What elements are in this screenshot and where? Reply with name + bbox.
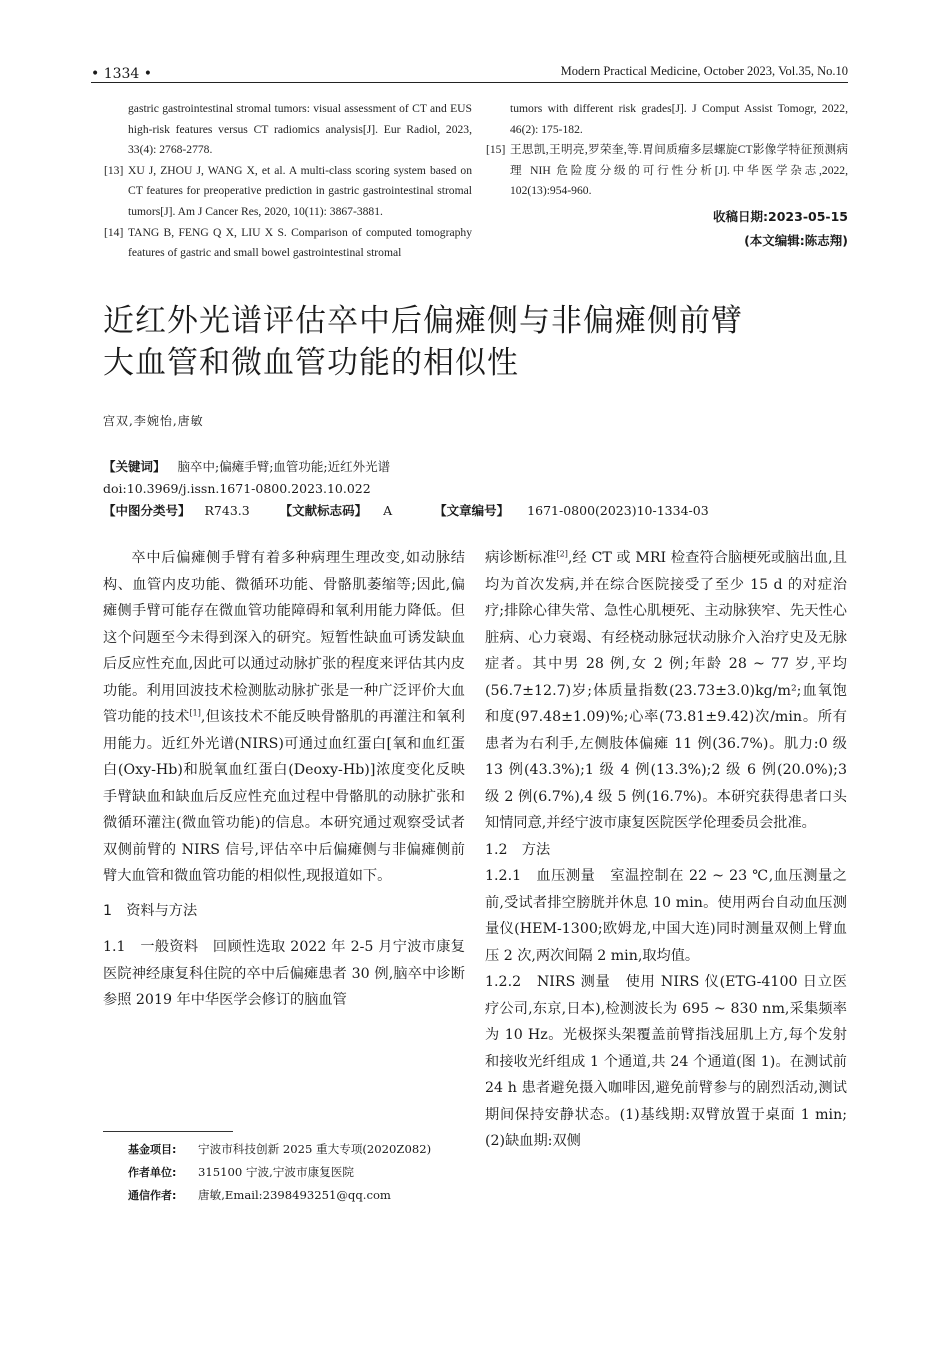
section-heading: 1 资料与方法 — [103, 902, 198, 919]
received-date: 收稿日期:2023-05-15 — [713, 209, 848, 224]
article-no-label: 【文章编号】 — [434, 503, 510, 518]
header-divider — [91, 82, 848, 83]
editor-note: (本文编辑:陈志翔) — [744, 233, 848, 248]
article-meta — [103, 456, 863, 522]
reference-item: gastric gastrointestinal stromal tumors: visual assessment of CT and EUS high-risk features versus CT radiomics analysis[J]. Eur Radiol, 2023, 33(4): 2768-2778. — [128, 102, 472, 157]
body-column-right — [485, 545, 847, 1155]
article-title — [103, 300, 863, 384]
doi: doi:10.3969/j.issn.1671-0800.2023.10.022 — [103, 481, 371, 496]
doc-code-value: A — [383, 503, 393, 518]
subsection-1-2-1: 1.2.1 血压测量 室温控制在 22 ~ 23 ℃,血压测量之前,受试者排空膀胱并休息 10 min。使用两台自动血压测量仪(HEM-1300;欧姆龙,中国大连)同时测量双侧上臂血压 2 次,两次间隔 2 min,取均值。 — [485, 868, 847, 964]
body-column-left — [103, 545, 465, 1014]
doc-code-label: 【文献标志码】 — [279, 503, 368, 518]
citation-ref: [2] — [556, 549, 568, 559]
subsection-1-2-2: 1.2.2 NIRS 测量 使用 NIRS 仪(ETG-4100 日立医疗公司,东京,日本),检测波长为 695 ~ 830 nm,采集频率为 10 Hz。光极探头架覆盖前臂指浅屈肌上方,每个发射和接收光纤组成 1 个通道,共 24 个通道(图 1)。在测试前 24 h 患者避免摄入咖啡因,避免前臂参与的剧烈活动,测试期间保持安静状态。(1)基线期:双臂放置于桌面 1 min;(2)缺血期:双侧 — [485, 974, 847, 1149]
authors: 宫双,李婉怡,唐敏 — [103, 414, 204, 428]
continued-paragraph: 病诊断标准[2],经 CT 或 MRI 检查符合脑梗死或脑出血,且均为首次发病,并在综合医院接受了至少 15 d 的对症治疗;排除心律失常、急性心肌梗死、主动脉狭窄、先天性心脏病、心力衰竭、有经桡动脉冠状动脉介入治疗史及无脉症者。其中男 28 例,女 2 例;年龄 28 ~ 77 岁,平均(56.7±12.7)岁;体质量指数(23.73±3.0)kg/m²;血氧饱和度(97.48±1.09)%;心率(73.81±9.42)次/min。所有患者为右利手,左侧肢体偏瘫 11 例(36.7%)。肌力:0 级 13 例(43.3%);1 级 4 例(13.3%);2 级 6 例(20.0%);3 级 2 例(6.7%),4 级 5 例(16.7%)。本研究获得患者口头知情同意,并经宁波市康复医院医学伦理委员会批准。 — [485, 549, 847, 831]
article-no-value: 1671-0800(2023)10-1334-03 — [527, 503, 709, 518]
keywords-row — [103, 456, 863, 478]
title-line-2: 大血管和微血管功能的相似性 — [103, 345, 519, 381]
unit-value: 315100 宁波,宁波市康复医院 — [198, 1165, 354, 1179]
subsection-1-2: 1.2 方法 — [485, 841, 551, 858]
keywords: 脑卒中;偏瘫手臂;血管功能;近红外光谱 — [177, 459, 391, 474]
received-info — [713, 205, 848, 253]
intro-paragraph: 卒中后偏瘫侧手臂有着多种病理生理改变,如动脉结构、血管内皮功能、微循环功能、骨骼肌萎缩等;因此,偏瘫侧手臂可能存在微血管功能障碍和氧利用能力降低。但这个问题至今未得到深入的研究。短暂性缺血可诱发缺血后反应性充血,因此可以通过动脉扩张的程度来评估其内皮功能。利用回波技术检测肱动脉扩张是一种广泛评价大血管功能的技术[1],但该技术不能反映骨骼肌的再灌注和氧利用能力。近红外光谱(NIRS)可通过血红蛋白[氧和血红蛋白(Oxy-Hb)和脱氧血红蛋白(Deoxy-Hb)]浓度变化反映手臂缺血和缺血后反应性充血过程中骨骼肌的动脉扩张和微循环灌注(微血管功能)的信息。本研究通过观察受试者双侧前臂的 NIRS 信号,评估卒中后偏瘫侧与非偏瘫侧前臂大血管和微血管功能的相似性,现报道如下。 — [103, 550, 465, 884]
references-right — [486, 99, 848, 202]
title-line-1: 近红外光谱评估卒中后偏瘫侧与非偏瘫侧前臂 — [103, 303, 743, 339]
reference-item: [14] TANG B, FENG Q X, LIU X S. Comparison of computed tomography features of gastric and small bowel gastrointestinal stromal — [104, 225, 472, 260]
fund-label: 基金项目: — [128, 1143, 177, 1156]
fund-value: 宁波市科技创新 2025 重大专项(2020Z082) — [198, 1142, 432, 1156]
classification-row — [103, 500, 863, 522]
reference-item: tumors with different risk grades[J]. J Comput Assist Tomogr, 2022, 46(2): 175-182. — [510, 102, 848, 136]
reference-item: [13] XU J, ZHOU J, WANG X, et al. A multi-class scoring system based on CT features for preoperative prediction in gastric gastrointestinal stromal tumors[J]. Am J Cancer Res, 2020, 10(11): 3867-3881. — [104, 163, 472, 218]
clc-value: R743.3 — [204, 503, 250, 518]
keywords-label: 【关键词】 — [103, 459, 166, 474]
clc-label: 【中图分类号】 — [103, 503, 191, 518]
corr-label: 通信作者: — [128, 1189, 177, 1202]
references-left — [104, 99, 472, 264]
footnote — [128, 1138, 431, 1207]
journal-header: Modern Practical Medicine, October 2023, Vol.35, No.10 — [560, 64, 848, 78]
subsection-1-1: 1.1 一般资料 回顾性选取 2022 年 2-5 月宁波市康复医院神经康复科住院的卒中后偏瘫患者 30 例,脑卒中诊断参照 2019 年中华医学会修订的脑血管 — [103, 939, 465, 1008]
footnote-divider — [103, 1131, 233, 1132]
citation-ref: [1] — [189, 708, 201, 718]
corr-value: 唐敏,Email:2398493251@qq.com — [198, 1188, 391, 1202]
reference-item: [15] 王思凯,王明亮,罗荣奎,等.胃间质瘤多层螺旋CT影像学特征预测病理 NIH 危险度分级的可行性分析[J].中华医学杂志,2022, 102(13):954-960. — [486, 143, 848, 198]
unit-label: 作者单位: — [128, 1166, 177, 1179]
page-number: • 1334 • — [91, 66, 153, 82]
